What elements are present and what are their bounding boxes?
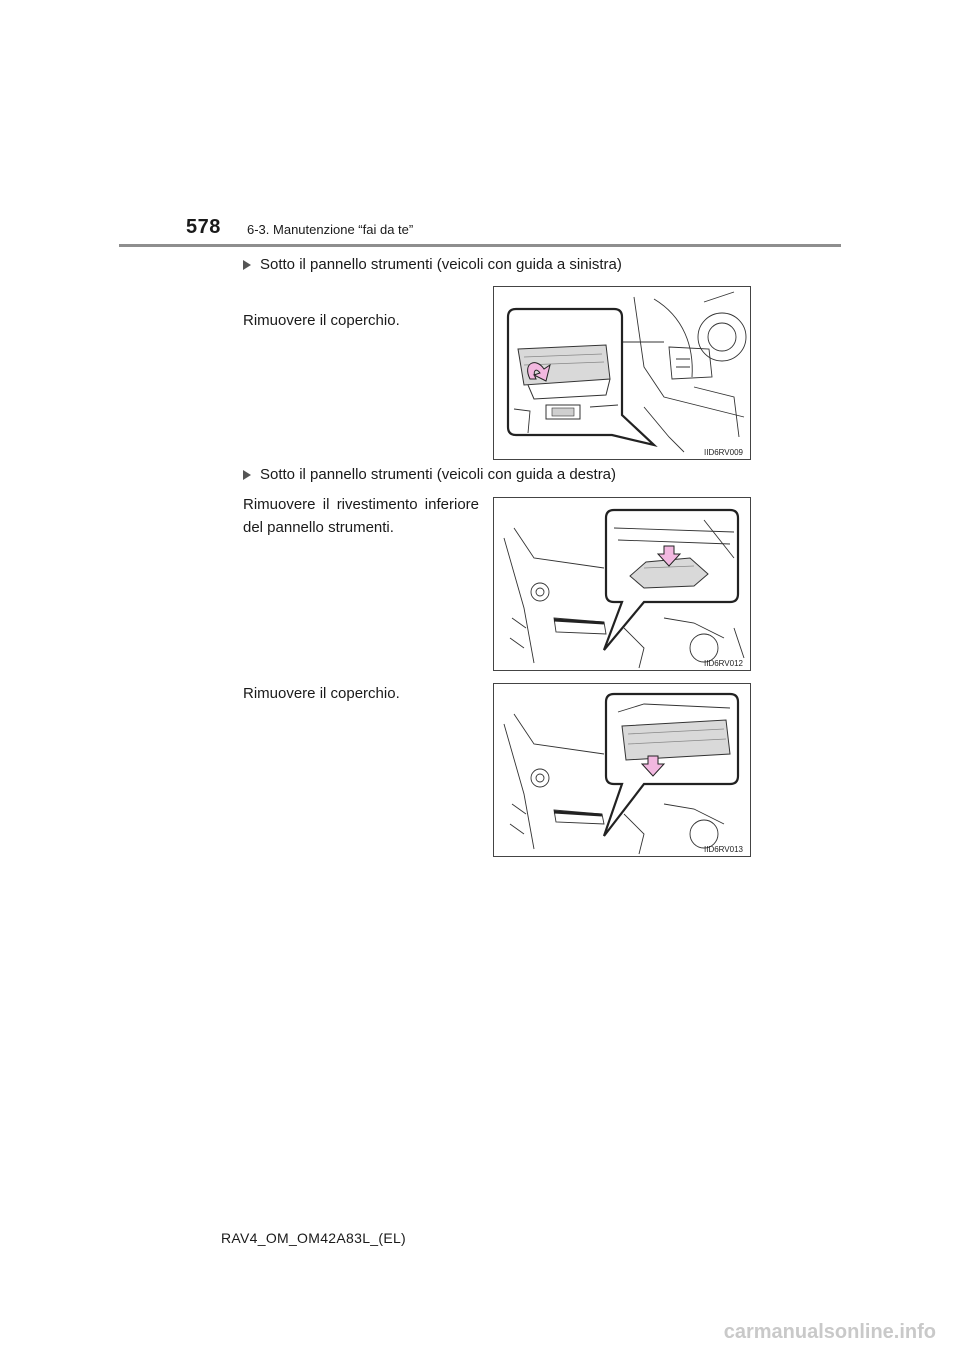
bullet-triangle-icon — [243, 260, 251, 270]
lhd-cover-removal-illustration-icon — [494, 287, 750, 459]
figure-code: IID6RV013 — [704, 845, 743, 854]
figure-lhd-cover — [493, 286, 751, 460]
figure-rhd-cover — [493, 683, 751, 857]
step2-instruction-line2: del pannello strumenti. — [243, 519, 394, 536]
header-divider — [119, 244, 841, 247]
step1-instruction: Rimuovere il coperchio. — [243, 312, 400, 329]
page-number: 578 — [186, 216, 221, 238]
rhd-lower-panel-removal-illustration-icon — [494, 498, 750, 670]
figure-code: IID6RV012 — [704, 659, 743, 668]
step2-heading-text: Sotto il pannello strumenti (veicoli con guida a destra) — [260, 466, 617, 483]
step3-instruction: Rimuovere il coperchio. — [243, 685, 400, 702]
section-title: 6-3. Manutenzione “fai da te” — [247, 222, 414, 237]
footer-doc-code: RAV4_OM_OM42A83L_(EL) — [221, 1230, 407, 1246]
figure-rhd-lower-panel — [493, 497, 751, 671]
step1-heading-text: Sotto il pannello strumenti (veicoli con guida a sinistra) — [260, 256, 622, 273]
bullet-triangle-icon — [243, 470, 251, 480]
step2-heading — [243, 466, 616, 483]
figure-code: IID6RV009 — [704, 448, 743, 457]
step2-instruction-line1: Rimuovere il rivestimento inferiore — [243, 496, 479, 513]
step1-heading — [243, 256, 622, 273]
rhd-cover-removal-illustration-icon — [494, 684, 750, 856]
watermark: carmanualsonline.info — [723, 1321, 936, 1343]
